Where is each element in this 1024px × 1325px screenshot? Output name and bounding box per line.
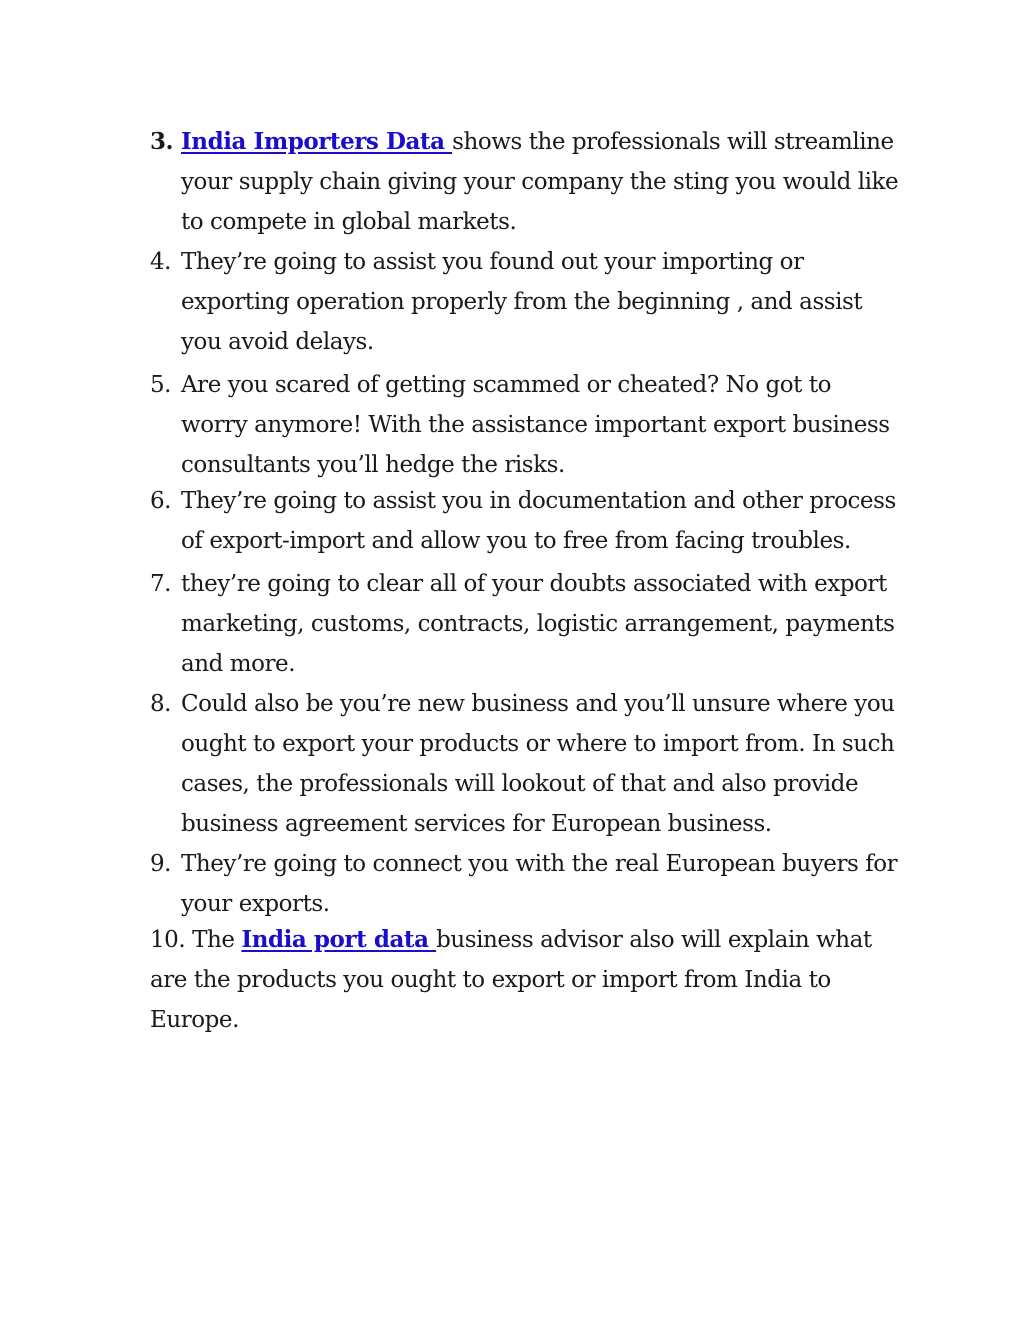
list-number: 7. bbox=[150, 571, 172, 597]
list-number: 6. bbox=[150, 488, 172, 514]
list-number: 3. bbox=[150, 128, 174, 155]
india-importers-data-link[interactable]: India Importers Data bbox=[181, 128, 453, 155]
list-item-4 bbox=[150, 242, 900, 362]
list-number: 4. bbox=[150, 249, 172, 275]
list-number: 5. bbox=[150, 372, 172, 398]
list-item-5 bbox=[150, 365, 900, 485]
india-port-data-link[interactable]: India port data bbox=[241, 926, 437, 953]
list-item-text: They’re going to assist you in documentation and other process of export-import and allow you to free from facing troubles. bbox=[181, 488, 896, 554]
list-item-text: Could also be you’re new business and you’ll unsure where you ought to export your products or where to import from. In such cases, the professionals will lookout of that and also provide business agreement services for European business. bbox=[181, 691, 895, 837]
list-item-text: shows the professionals will streamline your supply chain giving your company the sting you would like to compete in global markets. bbox=[181, 129, 899, 235]
list-number: 10. bbox=[150, 927, 186, 953]
list-item-text: Are you scared of getting scammed or cheated? No got to worry anymore! With the assistance important export business consultants you’ll hedge the risks. bbox=[181, 372, 890, 478]
numbered-list bbox=[150, 122, 900, 1040]
list-item-9 bbox=[150, 844, 900, 924]
list-item-text: They’re going to assist you found out your importing or exporting operation properly from the beginning , and assist you avoid delays. bbox=[181, 249, 863, 355]
list-item-text: They’re going to connect you with the real European buyers for your exports. bbox=[181, 851, 898, 917]
list-item-7 bbox=[150, 564, 900, 684]
list-item-6 bbox=[150, 481, 900, 561]
list-item-text: business advisor also will explain what are the products you ought to export or import from India to Europe. bbox=[150, 927, 872, 1033]
list-item-3 bbox=[150, 122, 900, 242]
list-number: 9. bbox=[150, 851, 172, 877]
list-item-prefix: The bbox=[192, 927, 242, 953]
list-item-10 bbox=[150, 920, 900, 1040]
list-item-8 bbox=[150, 684, 900, 844]
list-number: 8. bbox=[150, 691, 172, 717]
list-item-text: they’re going to clear all of your doubts associated with export marketing, customs, contracts, logistic arrangement, payments and more. bbox=[181, 571, 895, 677]
